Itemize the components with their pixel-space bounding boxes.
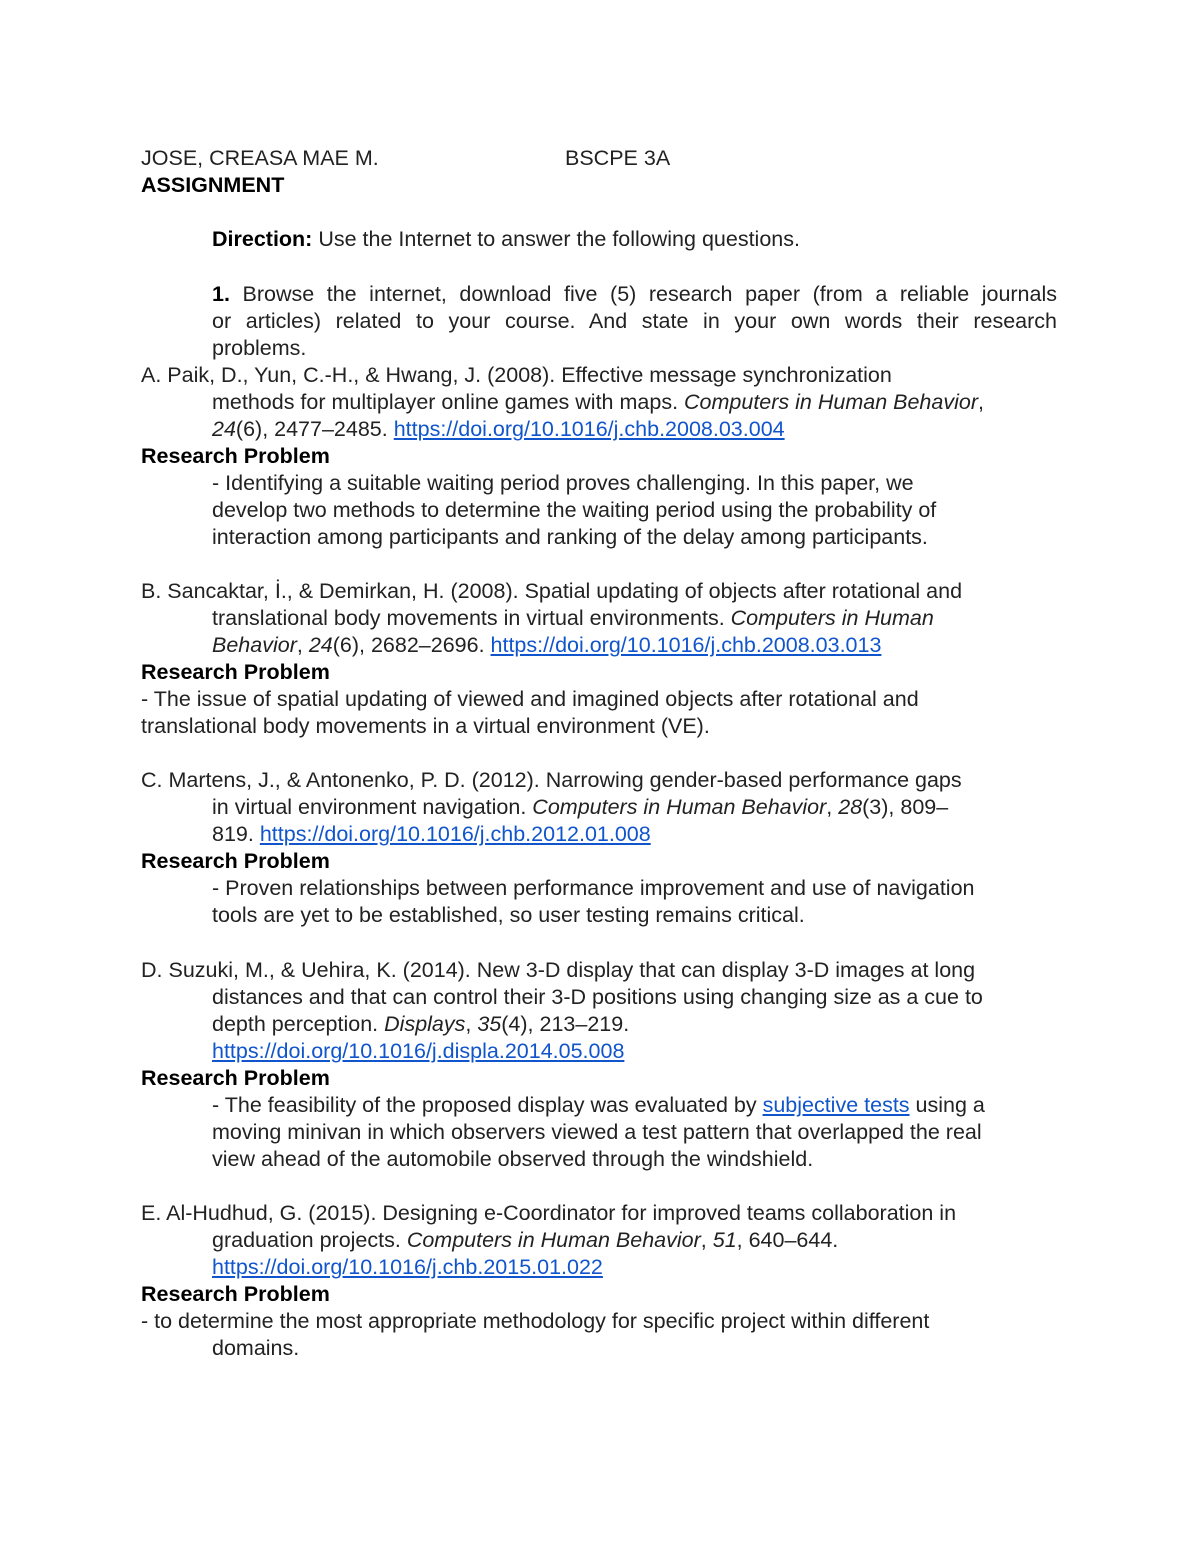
doi-link-d[interactable]: https://doi.org/10.1016/j.displa.2014.05.008 xyxy=(212,1039,625,1063)
citation-d-line-1: D. Suzuki, M., & Uehira, K. (2014). New 3-D display that can display 3-D images at long xyxy=(141,958,976,982)
citation-a-line-2: methods for multiplayer online games with maps. Computers in Human Behavior, xyxy=(212,390,984,414)
journal-title: Computers in Human Behavior xyxy=(406,1228,701,1252)
citation-c-line-3: 819. https://doi.org/10.1016/j.chb.2012.01.008 xyxy=(212,822,651,846)
question-line-3: problems. xyxy=(212,336,307,360)
journal-title: Displays xyxy=(384,1012,466,1036)
direction-text: Use the Internet to answer the following questions. xyxy=(312,227,800,251)
citation-a-line-1: A. Paik, D., Yun, C.-H., & Hwang, J. (2008). Effective message synchronization xyxy=(141,363,892,387)
citation-d-line-3: depth perception. Displays, 35(4), 213–219. xyxy=(212,1012,630,1036)
problem-d-line-3: view ahead of the automobile observed through the windshield. xyxy=(212,1147,814,1171)
problem-b-line-1: - The issue of spatial updating of viewed and imagined objects after rotational and xyxy=(141,687,919,711)
research-problem-heading-c: Research Problem xyxy=(141,849,330,873)
problem-c-line-2: tools are yet to be established, so user testing remains critical. xyxy=(212,903,805,927)
journal-title: Computers in Human Behavior xyxy=(684,390,978,414)
problem-a-line-1: - Identifying a suitable waiting period proves challenging. In this paper, we xyxy=(212,471,914,495)
problem-d-line-1: - The feasibility of the proposed display was evaluated by subjective tests using a xyxy=(212,1093,985,1117)
citation-d-line-4 xyxy=(212,1038,624,1065)
citation-e-line-1: E. Al-Hudhud, G. (2015). Designing e-Coordinator for improved teams collaboration in xyxy=(141,1201,957,1225)
problem-c-line-1: - Proven relationships between performance improvement and use of navigation xyxy=(212,876,975,900)
question-line-1: 1. Browse the internet, download five (5) research paper (from a reliable journals xyxy=(212,282,1057,306)
research-problem-heading-e: Research Problem xyxy=(141,1282,330,1306)
citation-a-line-3: 24(6), 2477–2485. https://doi.org/10.1016/j.chb.2008.03.004 xyxy=(212,417,785,441)
problem-e-line-2: domains. xyxy=(212,1336,300,1360)
journal-title: Computers in Human Behavior xyxy=(532,795,827,819)
citation-d-line-2: distances and that can control their 3-D positions using changing size as a cue to xyxy=(212,985,983,1009)
subjective-tests-link[interactable]: subjective tests xyxy=(762,1093,910,1117)
citation-c-line-2: in virtual environment navigation. Computers in Human Behavior, 28(3), 809– xyxy=(212,795,949,819)
journal-title: Computers in Human xyxy=(730,606,934,630)
research-problem-heading-b: Research Problem xyxy=(141,660,330,684)
problem-a-line-2: develop two methods to determine the waiting period using the probability of xyxy=(212,498,937,522)
problem-d-line-2: moving minivan in which observers viewed a test pattern that overlapped the real xyxy=(212,1120,982,1144)
question-number: 1. xyxy=(212,282,230,306)
doi-link-b[interactable]: https://doi.org/10.1016/j.chb.2008.03.013 xyxy=(490,633,882,657)
citation-b-line-3: Behavior, 24(6), 2682–2696. https://doi.org/10.1016/j.chb.2008.03.013 xyxy=(212,633,882,657)
problem-e-line-1: - to determine the most appropriate methodology for specific project within different xyxy=(141,1309,930,1333)
research-problem-heading-a: Research Problem xyxy=(141,444,330,468)
course-section: BSCPE 3A xyxy=(565,146,671,170)
citation-b-line-1: B. Sancaktar, İ., & Demirkan, H. (2008). Spatial updating of objects after rotational and xyxy=(141,579,963,603)
question-line-2: or articles) related to your course. And state in your own words their research xyxy=(212,309,1057,333)
citation-e-line-3 xyxy=(212,1254,603,1281)
doi-link-e[interactable]: https://doi.org/10.1016/j.chb.2015.01.022 xyxy=(212,1255,603,1279)
page-title: ASSIGNMENT xyxy=(141,173,285,197)
direction-paragraph xyxy=(212,226,800,253)
problem-b-line-2: translational body movements in a virtual environment (VE). xyxy=(141,714,710,738)
student-name: JOSE, CREASA MAE M. xyxy=(141,146,379,170)
research-problem-heading-d: Research Problem xyxy=(141,1066,330,1090)
citation-b-line-2: translational body movements in virtual environments. Computers in Human xyxy=(212,606,934,630)
citation-c-line-1: C. Martens, J., & Antonenko, P. D. (2012). Narrowing gender-based performance gaps xyxy=(141,768,962,792)
doi-link-c[interactable]: https://doi.org/10.1016/j.chb.2012.01.008 xyxy=(259,822,651,846)
problem-a-line-3: interaction among participants and ranking of the delay among participants. xyxy=(212,525,928,549)
doi-link-a[interactable]: https://doi.org/10.1016/j.chb.2008.03.004 xyxy=(393,417,785,441)
citation-e-line-2: graduation projects. Computers in Human Behavior, 51, 640–644. xyxy=(212,1228,839,1252)
direction-label: Direction: xyxy=(212,227,313,251)
